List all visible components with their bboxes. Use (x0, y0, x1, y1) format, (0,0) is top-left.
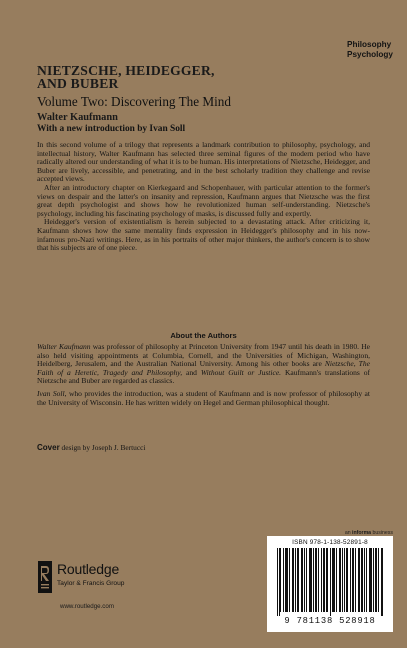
barcode-bar (336, 548, 337, 612)
barcode-bar (315, 548, 316, 612)
barcode-bar (311, 548, 312, 612)
barcode-bar (330, 548, 331, 616)
barcode-bar (287, 548, 288, 612)
barcode-bar (316, 548, 317, 612)
subject-category (347, 40, 393, 60)
bio-kaufmann (37, 343, 370, 386)
bio-kaufmann-text-3: Kaufmann's translations of Nietzsche and Buber are regarded as classics. (37, 367, 370, 386)
barcode-bar (295, 548, 296, 612)
about-authors (37, 343, 370, 411)
publisher-name: Routledge (57, 561, 120, 577)
barcode-bar (283, 548, 284, 612)
barcode-bar (285, 548, 286, 612)
barcode-bar (286, 548, 287, 612)
barcode-bar (318, 548, 319, 612)
barcode-bar (350, 548, 351, 612)
bio-kaufmann-book-1: Nietzsche, The Faith of a Heretic, Tragedy and Philosophy, (37, 359, 370, 377)
publisher-website: www.routledge.com (60, 603, 114, 610)
barcode-bar (352, 548, 353, 612)
volume-subtitle: Volume Two: Discovering The Mind (37, 94, 231, 109)
barcode-bar (298, 548, 299, 612)
isbn-label: ISBN 978-1-138-52891-8 (292, 539, 368, 546)
bio-kaufmann-book-2: Without Guilt or Justice. (200, 367, 282, 377)
barcode-bar (292, 548, 293, 612)
barcode-bar (321, 548, 322, 612)
barcode-bar (323, 548, 324, 612)
barcode-bar (280, 548, 281, 612)
barcode-bar (309, 548, 310, 612)
category-philosophy: Philosophy (347, 40, 392, 49)
barcode-bar (340, 548, 341, 612)
routledge-r-icon (38, 561, 52, 593)
barcode-bar (347, 548, 348, 612)
barcode-bar (304, 548, 305, 612)
book-title (37, 64, 367, 90)
barcode-bar (306, 548, 307, 612)
barcode-bar (277, 548, 278, 616)
barcode-bar (301, 548, 302, 612)
barcode-bar (373, 548, 374, 612)
barcode-bar (378, 548, 379, 612)
publisher-group: Taylor & Francis Group (57, 580, 125, 587)
title-line-2: AND BUBER (37, 76, 119, 91)
cover-label: Cover (37, 443, 60, 452)
barcode-bar (310, 548, 311, 612)
barcode-bar (332, 548, 333, 612)
blurb-paragraph-3: Heidegger's version of existentialism is herein subjected to a devastating attack. After criticizing it, Kaufmann shows how the same mentality finds expression in Heidegger's philosophy and in his now-infamous pro-Nazi writings. Here, as in his portraits of other major thinkers, the author's concern is to show that his subjects are of one piece. (37, 217, 370, 253)
barcode-bar (334, 548, 335, 612)
barcode-bar (327, 548, 328, 612)
barcode-panel (267, 536, 393, 632)
barcode-icon (277, 548, 383, 616)
barcode-bar (333, 548, 334, 612)
barcode-bar (279, 548, 280, 616)
barcode-bar (358, 548, 359, 612)
barcode-bar (370, 548, 371, 612)
bio-soll-text: , who provides the introduction, was a student of Kaufmann and is now professor of philosophy at the University of Wisconsin. He has written widely on Hegel and German philosophical thought. (37, 388, 370, 407)
blurb (37, 141, 370, 253)
barcode-bar (371, 548, 372, 612)
author-name: Walter Kaufmann (37, 112, 118, 123)
barcode-bar (342, 548, 343, 612)
category-psychology: Psychology (347, 50, 393, 59)
barcode-bar (324, 548, 325, 612)
barcode-bar (364, 548, 365, 612)
barcode-bar (344, 548, 345, 612)
informa-prefix: an (344, 530, 353, 536)
barcode-bar (361, 548, 362, 612)
barcode-bar (359, 548, 360, 612)
informa-suffix: business (371, 530, 393, 536)
barcode-bar (369, 548, 370, 612)
bio-soll (37, 390, 370, 407)
barcode-bar (326, 548, 327, 612)
barcode-bar (375, 548, 376, 612)
informa-brand: informa (352, 530, 372, 536)
blurb-paragraph-2: After an introductory chapter on Kierkegaard and Schopenhauer, with particular attention to the former's views on despair and the latter's on insanity and repression, Kaufmann argues that Nietzsche was the first great depth psychologist and shows how he revolutionized human self-understanding. Nietzsche's psychology, including his fascinating psychology of masks, is discussed fully and expertly. (37, 182, 370, 218)
blurb-paragraph-1: In this second volume of a trilogy that represents a landmark contribution to philosophy, psychology, and intellectual history, Walter Kaufmann has selected three seminal figures of the modern period who have radically altered our understanding of what it is to be human. His interpretations of Nietzsche, Heidegger, and Buber are lively, accessible, and penetrating, and in the best scholarly tradition they challenge and revise accepted views. (37, 140, 370, 184)
bio-soll-name: Ivan Soll (37, 388, 65, 398)
barcode-bar (366, 548, 367, 612)
barcode-bar (376, 548, 377, 612)
barcode-bar (355, 548, 356, 612)
about-authors-heading: About the Authors (170, 331, 237, 340)
barcode-bar (293, 548, 294, 612)
barcode-bar (297, 548, 298, 612)
title-line-1: NIETZSCHE, HEIDEGGER, (37, 63, 215, 78)
barcode-bar (346, 548, 347, 612)
barcode-bar (339, 548, 340, 612)
cover-design-credit (37, 443, 146, 452)
cover-designer: design by Joseph J. Bertucci (59, 443, 146, 452)
introduction-credit: With a new introduction by Ivan Soll (37, 124, 186, 134)
barcode-bar (353, 548, 354, 612)
bio-kaufmann-name: Walter Kaufmann (37, 342, 91, 351)
barcode-bar (381, 548, 382, 616)
barcode-bar (289, 548, 290, 612)
routledge-logo (38, 561, 168, 595)
bio-kaufmann-text-2: and (182, 367, 201, 377)
barcode-bar (313, 548, 314, 612)
bio-kaufmann-text-1: was professor of philosophy at Princeton University from 1947 until his death in 1980. He also held visiting appointments at Columbia, Cornell, and the Universities of Michigan, Washington, Heidelberg, Jerusalem, and the Australian National University. Among his other books are (37, 342, 370, 369)
barcode-bar (362, 548, 363, 612)
barcode-bar (382, 548, 383, 616)
barcode-bar (302, 548, 303, 612)
barcode-digits: 9 781138 528918 (284, 616, 376, 626)
